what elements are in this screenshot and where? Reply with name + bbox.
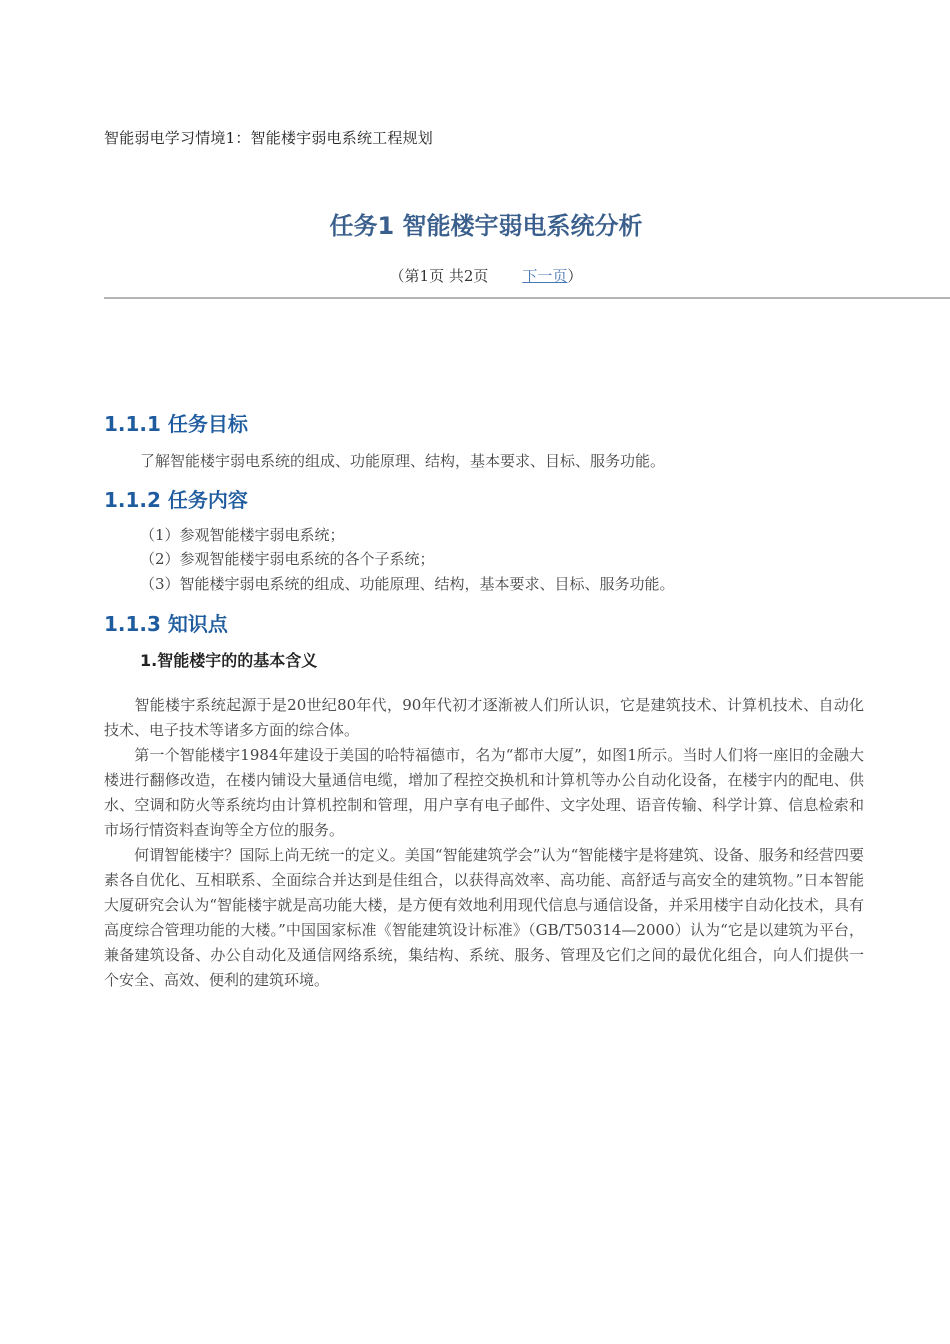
section-heading-knowledge: 1.1.3 知识点 xyxy=(104,612,228,636)
page-title: 任务1 智能楼宇弱电系统分析 xyxy=(329,212,643,240)
header-divider xyxy=(104,297,950,299)
knowledge-paragraph-2: 第一个智能楼宇1984年建设于美国的哈特福德市，名为“都市大厦”，如图1所示。当时人们将一座旧的金融大楼进行翻修改造，在楼内铺设大量通信电缆，增加了程控交换机和计算机等办公自动化设备，在楼宇内的配电、供水、空调和防火等系统均由计算机控制和管理，用户享有电子邮件、文字处理、语音传输、科学计算、信息检索和市场行情资料查询等全方位的服务。 xyxy=(104,746,864,839)
section-heading-content: 1.1.2 任务内容 xyxy=(104,488,248,512)
pager-close: ） xyxy=(567,267,583,285)
knowledge-subheading: 1.智能楼宇的的基本含义 xyxy=(140,651,318,670)
content-item-2: （2）参观智能楼宇弱电系统的各个子系统； xyxy=(140,550,435,568)
document-header: 智能弱电学习情境1：智能楼宇弱电系统工程规划 xyxy=(104,129,433,147)
section-heading-objectives: 1.1.1 任务目标 xyxy=(104,412,248,436)
content-item-3: （3）智能楼宇弱电系统的组成、功能原理、结构，基本要求、目标、服务功能。 xyxy=(140,575,675,593)
pager-info: （第1页 共2页 xyxy=(389,267,489,285)
pager xyxy=(0,265,950,286)
next-page-link[interactable]: 下一页 xyxy=(522,267,568,285)
objectives-text: 了解智能楼宇弱电系统的组成、功能原理、结构，基本要求、目标、服务功能。 xyxy=(140,452,666,470)
knowledge-paragraph-3: 何谓智能楼宇？国际上尚无统一的定义。美国“智能建筑学会”认为“智能楼宇是将建筑、设备、服务和经营四要素各自优化、互相联系、全面综合并达到是佳组合，以获得高效率、高功能、高舒适与高安全的建筑物。”日本智能大厦研究会认为“智能楼宇就是高功能大楼，是方便有效地利用现代信息与通信设备，并采用楼宇自动化技术，具有高度综合管理功能的大楼。”中国国家标准《智能建筑设计标准》（GB/T50314—2000）认为“它是以建筑为平台，兼备建筑设备、办公自动化及通信网络系统，集结构、系统、服务、管理及它们之间的最优化组合，向人们提供一个安全、高效、便利的建筑环境。 xyxy=(104,846,864,989)
content-item-1: （1）参观智能楼宇弱电系统； xyxy=(140,526,345,544)
knowledge-paragraph-1: 智能楼宇系统起源于是20世纪80年代，90年代初才逐渐被人们所认识，它是建筑技术、计算机技术、自动化技术、电子技术等诸多方面的综合体。 xyxy=(104,696,864,739)
